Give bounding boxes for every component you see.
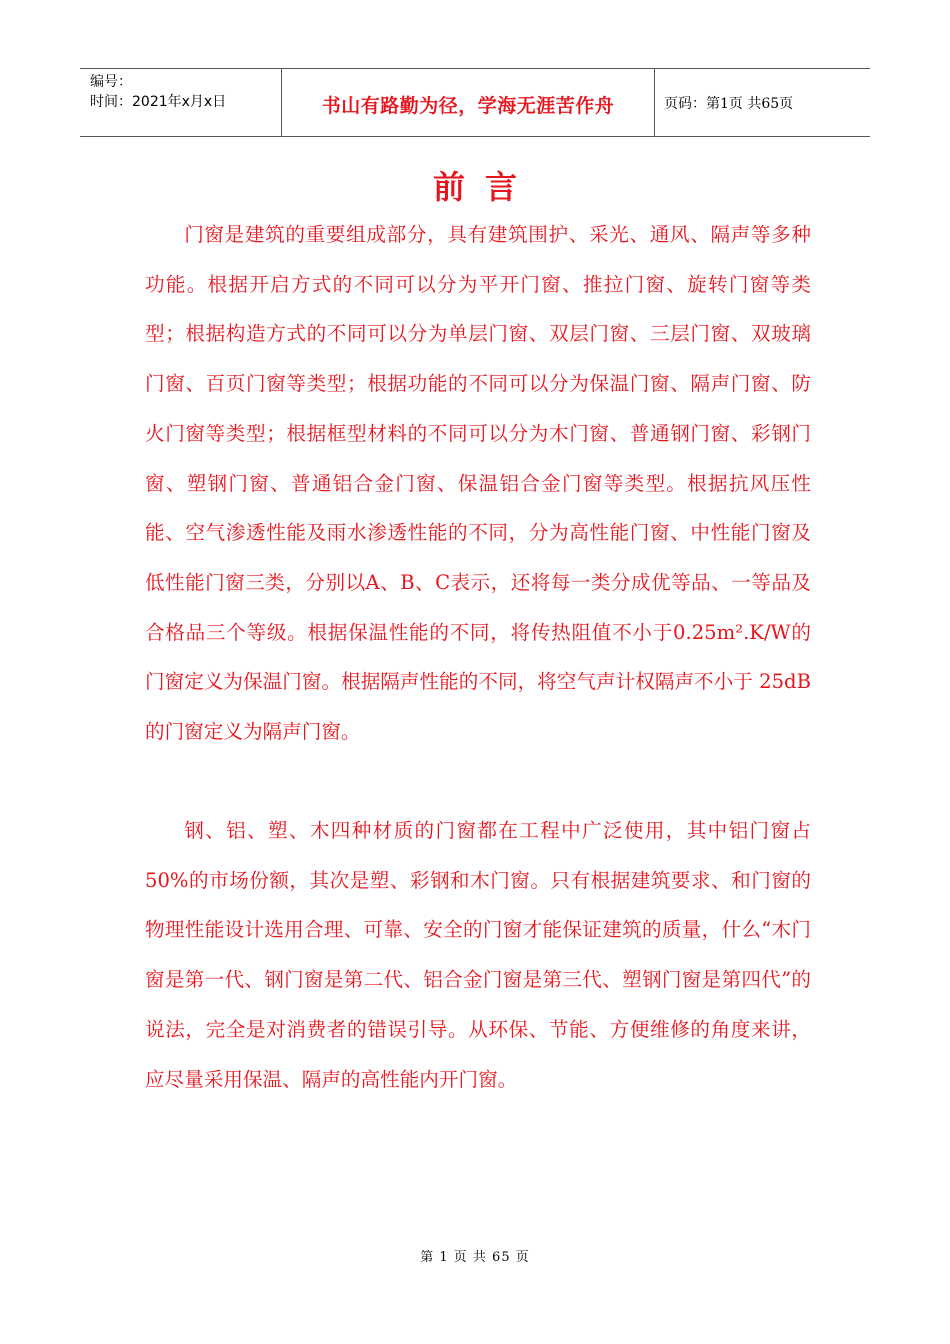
body-paragraph-1: 门窗是建筑的重要组成部分，具有建筑围护、采光、通风、隔声等多种功能。根据开启方式的不同可以分为平开门窗、推拉门窗、旋转门窗等类型；根据构造方式的不同可以分为单层门窗、双层门窗、三层门窗、双玻璃门窗、百页门窗等类型；根据功能的不同可以分为保温门窗、隔声门窗、防火门窗等类型；根据框型材料的不同可以分为木门窗、普通钢门窗、彩钢门窗、塑钢门窗、普通铝合金门窗、保温铝合金门窗等类型。根据抗风压性能、空气渗透性能及雨水渗透性能的不同，分为高性能门窗、中性能门窗及低性能门窗三类，分别以A、B、C表示，还将每一类分成优等品、一等品及合格品三个等级。根据保温性能的不同，将传热阻值不小于0.25m².K/W的门窗定义为保温门窗。根据隔声性能的不同，将空气声计权隔声不小于 25dB的门窗定义为隔声门窗。 — [145, 223, 811, 744]
header-page-info: 页码：第1页 共65页 — [664, 96, 794, 112]
header-page-cell — [655, 69, 870, 136]
header-motto-cell — [282, 69, 655, 136]
document-header — [80, 68, 870, 137]
header-info-cell — [80, 69, 282, 136]
document-number-label: 编号： — [90, 74, 132, 90]
document-date: 时间：2021年x月x日 — [90, 94, 227, 110]
header-motto: 书山有路勤为径，学海无涯苦作舟 — [321, 95, 615, 117]
body-paragraph-2: 钢、铝、塑、木四种材质的门窗都在工程中广泛使用，其中铝门窗占50%的市场份额，其次是塑、彩钢和木门窗。只有根据建筑要求、和门窗的物理性能设计选用合理、可靠、安全的门窗才能保证建筑的质量，什么“木门窗是第一代、钢门窗是第二代、铝合金门窗是第三代、塑钢门窗是第四代”的说法，完全是对消费者的错误引导。从环保、节能、方便维修的角度来讲，应尽量采用保温、隔声的高性能内开门窗。 — [145, 819, 811, 1091]
page-footer: 第 1 页 共 65 页 — [420, 1250, 530, 1265]
page-title: 前言 — [432, 168, 537, 206]
